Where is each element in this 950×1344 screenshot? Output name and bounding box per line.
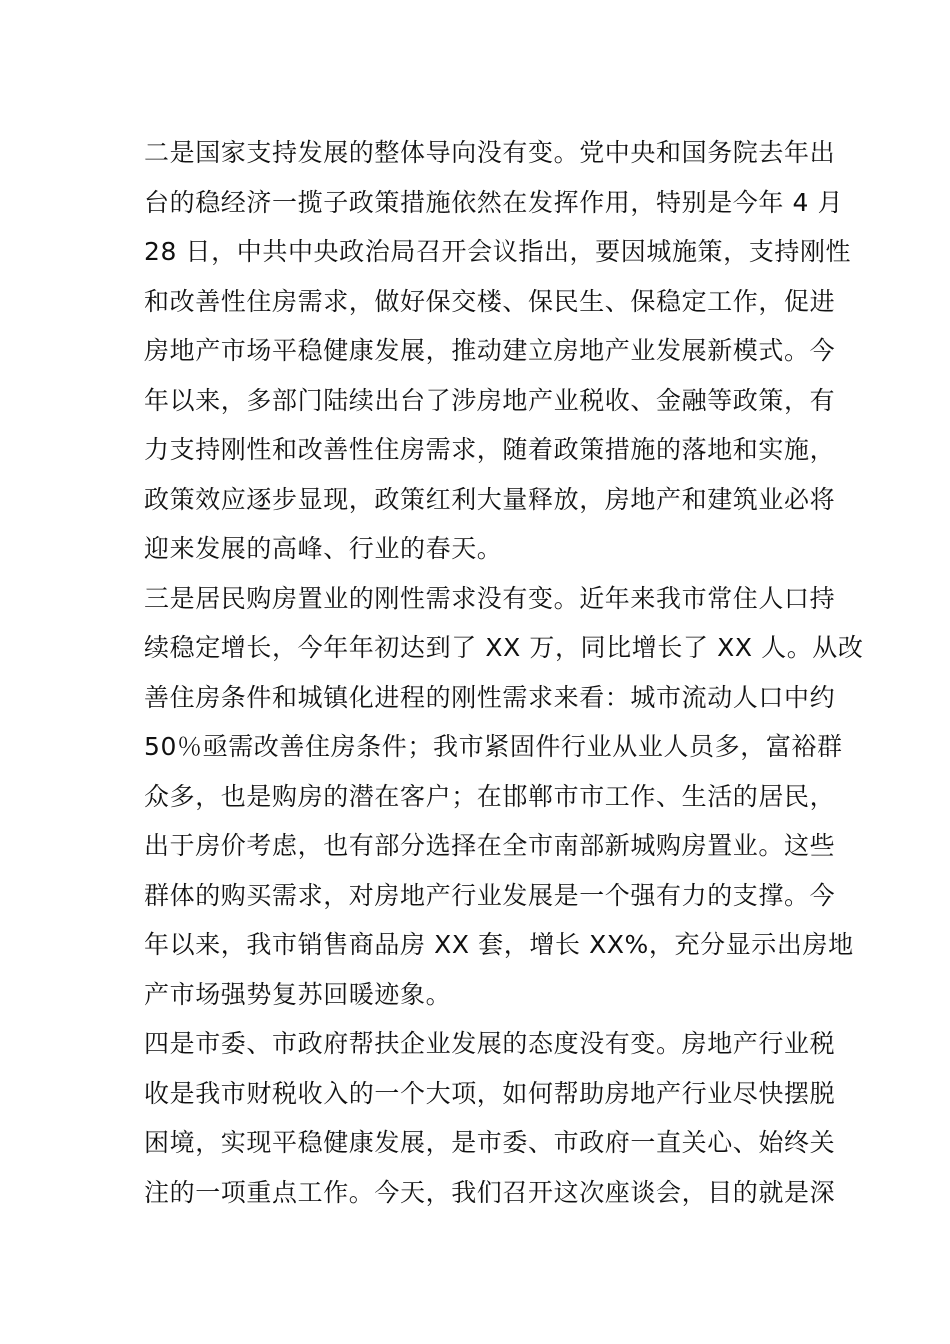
text-line: 注的一项重点工作。今天，我们召开这次座谈会，目的就是深 (144, 1177, 836, 1207)
text-line: 50％亟需改善住房条件；我市紧固件行业从业人员多，富裕群 (144, 732, 843, 761)
text-line: 四是市委、市政府帮扶企业发展的态度没有变。房地产行业税 (144, 1029, 836, 1058)
text-line: 政策效应逐步显现，政策红利大量释放，房地产和建筑业必将 (144, 484, 836, 514)
text-line: 众多，也是购房的潜在客户；在邯郸市市工作、生活的居民， (144, 781, 836, 811)
text-line: 群体的购买需求，对房地产行业发展是一个强有力的支撑。今 (144, 880, 836, 910)
text-line: 28 日，中共中央政治局召开会议指出，要因城施策，支持刚性 (144, 237, 852, 266)
text-line: 年以来，多部门陆续出台了涉房地产业税收、金融等政策，有 (144, 385, 836, 415)
text-line: 三是居民购房置业的刚性需求没有变。近年来我市常住人口持 (144, 583, 836, 613)
text-line: 房地产市场平稳健康发展，推动建立房地产业发展新模式。今 (144, 336, 836, 365)
text-line: 收是我市财税收入的一个大项，如何帮助房地产行业尽快摆脱 (144, 1078, 836, 1108)
text-line: 和改善性住房需求，做好保交楼、保民生、保稳定工作，促进 (144, 286, 836, 316)
paragraph-point-2 (144, 128, 852, 574)
text-line: 二是国家支持发展的整体导向没有变。党中央和国务院去年出 (144, 138, 836, 167)
text-line: 善住房条件和城镇化进程的刚性需求来看：城市流动人口中约 (144, 682, 836, 712)
text-line: 续稳定增长，今年年初达到了 XX 万，同比增长了 XX 人。从改 (144, 633, 864, 662)
paragraph-point-3 (144, 574, 864, 1020)
paragraph-point-4 (144, 1019, 836, 1217)
text-line: 困境，实现平稳健康发展，是市委、市政府一直关心、始终关 (144, 1128, 836, 1157)
document-body (144, 128, 864, 1217)
text-line: 力支持刚性和改善性住房需求，随着政策措施的落地和实施， (144, 435, 836, 464)
text-line: 台的稳经济一揽子政策措施依然在发挥作用，特别是今年 4 月 (144, 187, 844, 217)
text-line: 年以来，我市销售商品房 XX 套，增长 XX%，充分显示出房地 (144, 930, 854, 959)
text-line: 迎来发展的高峰、行业的春天。 (144, 534, 503, 563)
text-line: 出于房价考虑，也有部分选择在全市南部新城购房置业。这些 (144, 831, 836, 860)
text-line: 产市场强势复苏回暖迹象。 (144, 979, 452, 1009)
